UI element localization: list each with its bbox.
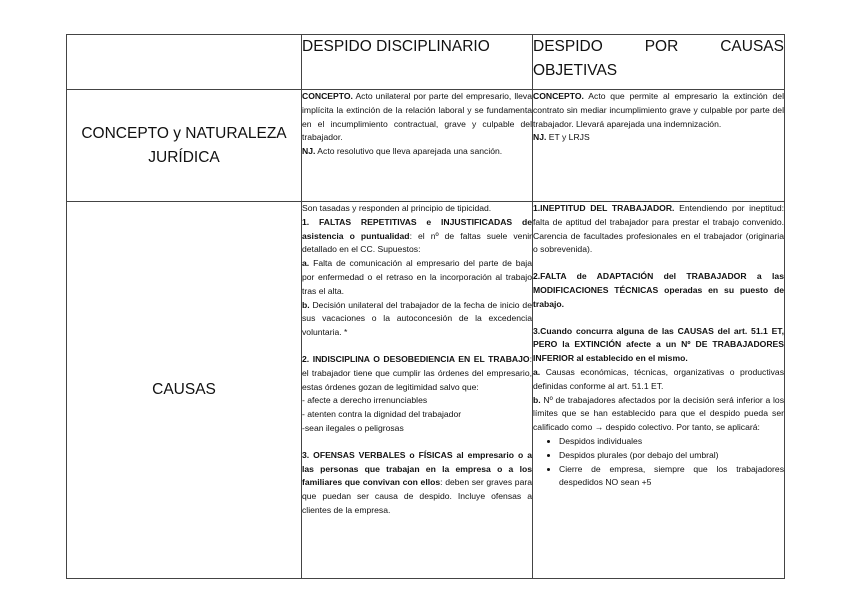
objetiva-3b-bold: b.	[533, 394, 541, 405]
header-col2-text: DESPIDO DISCIPLINARIO	[302, 38, 490, 55]
header-col3-word2: POR	[644, 38, 679, 55]
concepto-obj-bold: CONCEPTO.	[533, 91, 584, 101]
causa-1b-bold: b.	[302, 299, 310, 310]
header-col3-line1	[533, 35, 784, 59]
causa-2-line-2: - atenten contra la dignidad del trabajador	[302, 409, 462, 420]
comparison-table	[66, 34, 785, 579]
nj-disc-bold: NJ.	[302, 146, 316, 157]
header-row	[67, 35, 785, 90]
causa-1a-bold: a.	[302, 258, 310, 269]
header-empty-cell	[67, 35, 302, 90]
concepto-obj-text: Acto que permite al empresario la extinción del contrato sin mediar incumplimiento grave y culpable por parte del trabajador. Llevará aparejada una indemnización.	[533, 91, 784, 129]
objetiva-bullet-list	[533, 435, 784, 490]
nj-disc-text: Acto resolutivo que lleva aparejada una sanción.	[315, 146, 503, 157]
causa-2-paragraph	[302, 353, 532, 394]
objetiva-3b-paragraph	[533, 394, 784, 435]
concepto-disciplinario-cell	[302, 90, 533, 202]
causa-1b-text: Decisión unilateral del trabajador de la fecha de inicio de sus vacaciones o la autoconcesión de la excedencia voluntaria. *	[302, 299, 532, 338]
causa-3-paragraph	[302, 449, 532, 518]
concepto-row	[67, 90, 785, 202]
header-col3-line2: OBJETIVAS	[533, 62, 618, 79]
causa-3-text: : deben ser graves para que puedan ser causa de despido. Incluye ofensas a clientes de la empresa.	[302, 477, 532, 515]
list-item: • Despidos plurales (por debajo del umbral)	[559, 449, 784, 463]
causa-1b-paragraph	[302, 299, 532, 340]
causa-1-bold: 1. FALTAS REPETITIVAS e INJUSTIFICADAS de asistencia o puntualidad	[302, 216, 532, 241]
objetiva-1-text: Entendiendo por ineptitud: falta de aptitud del trabajador para prestar el trabajo convenido. Carencia de facultades profesionales en el trabajador (originaria o sobrevenida).	[533, 203, 784, 255]
causas-disciplinario-cell	[302, 202, 533, 579]
causa-3-bold: 3. OFENSAS VERBALES o FÍSICAS al empresario o a las personas que trabajan en la empresa o a los familiares que convivan con ellos	[302, 449, 532, 488]
objetiva-3a-text: Causas económicas, técnicas, organizativas o productivas definidas conforme al art. 51.1 ET.	[533, 366, 784, 391]
nj-obj-bold: NJ.	[533, 132, 547, 143]
objetiva-1-bold: 1.INEPTITUD DEL TRABAJADOR.	[533, 203, 675, 213]
causas-objetivas-cell	[533, 202, 785, 579]
causa-1-paragraph	[302, 216, 532, 257]
nj-obj-text: ET y LRJS	[546, 132, 590, 143]
objetiva-3a-paragraph	[533, 366, 784, 394]
causa-2-text: : el trabajador tiene que cumplir las órdenes del empresario, estas órdenes gozan de legitimidad salvo que:	[302, 353, 532, 392]
list-item: • Cierre de empresa, siempre que los trabajadores despedidos NO sean +5	[559, 463, 784, 491]
causa-2-line-3: -sean ilegales o peligrosas	[302, 422, 404, 433]
header-col3-word3: CAUSAS	[720, 38, 784, 55]
concepto-disc-bold: CONCEPTO.	[302, 91, 353, 101]
objetiva-1-paragraph	[533, 202, 784, 257]
concepto-row-label	[67, 90, 302, 202]
causa-1a-text: Falta de comunicación al empresario del parte de baja por enfermedad o el retraso en la incorporación al trabajo tras el alta.	[302, 258, 532, 296]
concepto-obj-paragraph	[533, 90, 784, 131]
causas-disc-intro: Son tasadas y responden al principio de tipicidad.	[302, 203, 492, 213]
concepto-disc-text: Acto unilateral por parte del empresario, lleva implícita la extinción de la relación laboral y se fundamenta en el incumplimiento contractual, grave y culpable del trabajador.	[302, 91, 532, 143]
causas-row	[67, 202, 785, 579]
causa-1a-paragraph	[302, 257, 532, 298]
header-despido-disciplinario	[302, 35, 533, 90]
causas-row-label	[67, 202, 302, 579]
nj-obj-paragraph	[533, 131, 784, 145]
concepto-label-text: CONCEPTO y NATURALEZA JURÍDICA	[81, 124, 287, 166]
concepto-disc-paragraph	[302, 90, 532, 145]
causa-2-line-1: - afecte a derecho irrenunciables	[302, 395, 428, 406]
causa-2-bold: 2. INDISCIPLINA O DESOBEDIENCIA EN EL TRABAJO	[302, 353, 530, 364]
concepto-objetivas-cell	[533, 90, 785, 202]
nj-disc-paragraph	[302, 145, 532, 159]
objetiva-3a-bold: a.	[533, 366, 541, 377]
header-col3-word1: DESPIDO	[533, 38, 603, 55]
header-despido-objetivas	[533, 35, 785, 90]
objetiva-3-paragraph: 3.Cuando concurra alguna de las CAUSAS del art. 51.1 ET, PERO la EXTINCIÓN afecte a un Nº DE TRABAJADORES INFERIOR al establecido en el mismo.	[533, 325, 784, 364]
objetiva-2-paragraph: 2.FALTA de ADAPTACIÓN del TRABAJADOR a las MODIFICACIONES TÉCNICAS operadas en su puesto de trabajo.	[533, 271, 784, 309]
causas-label-text: CAUSAS	[152, 381, 216, 398]
causa-1-text: : el nº de faltas suele venir detallado en el CC. Supuestos:	[302, 230, 532, 255]
objetiva-3b-text: Nº de trabajadores afectados por la decisión será inferior a los límites que se han establecido para que el despido pueda ser calificado como → despido colectivo. Por tanto, se aplicará:	[533, 394, 784, 433]
list-item: • Despidos individuales	[559, 435, 784, 449]
